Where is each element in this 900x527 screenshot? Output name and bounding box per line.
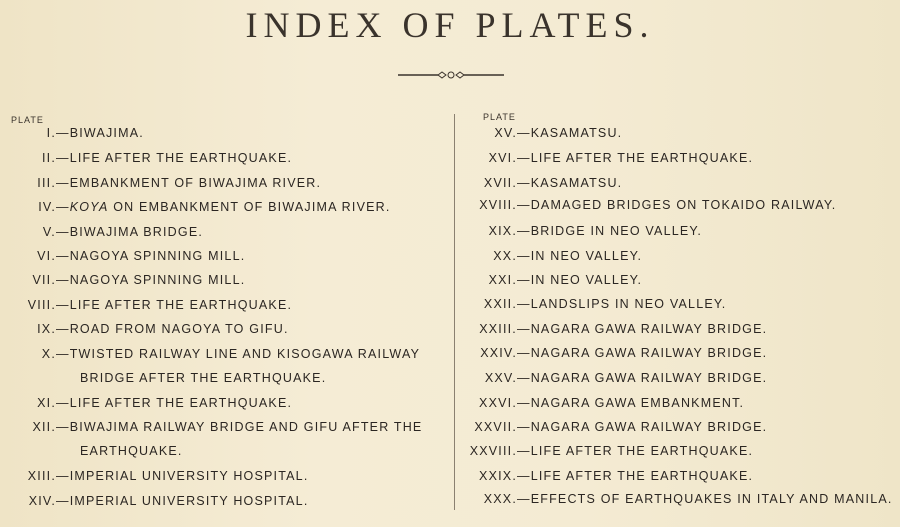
plate-number: XVI. — [488, 151, 517, 165]
plate-number: XIX. — [488, 224, 517, 238]
dash: — — [56, 176, 70, 190]
plate-entry — [0, 273, 642, 287]
dash: — — [517, 346, 531, 360]
dash: — — [517, 396, 531, 410]
plate-number: XV. — [494, 126, 517, 140]
dash: — — [517, 444, 531, 458]
plate-title: KASAMATSU. — [530, 176, 623, 190]
dash: — — [517, 126, 531, 140]
plate-title: BIWAJIMA. — [69, 126, 144, 140]
plate-title: ON EMBANKMENT OF BIWAJIMA RIVER. — [108, 200, 391, 214]
plate-entry — [0, 176, 622, 190]
dash: — — [56, 494, 70, 508]
dash: — — [56, 225, 70, 239]
plate-number: XVII. — [483, 176, 517, 190]
dash: — — [56, 469, 70, 483]
dash: — — [56, 347, 70, 361]
dash: — — [56, 249, 70, 263]
plate-entry — [0, 151, 753, 165]
plate-number: XXII. — [483, 297, 517, 311]
plate-title: IN NEO VALLEY. — [530, 273, 643, 287]
plate-number: I. — [46, 126, 56, 140]
dash: — — [56, 322, 70, 336]
dash: — — [517, 492, 531, 506]
plate-number: XXIII. — [479, 322, 517, 336]
plate-number: X. — [41, 347, 56, 361]
plate-title: IMPERIAL UNIVERSITY HOSPITAL. — [69, 469, 309, 483]
plate-number: XI. — [37, 396, 56, 410]
plate-title: BIWAJIMA BRIDGE. — [69, 225, 204, 239]
dash: — — [517, 371, 531, 385]
dash: — — [517, 297, 531, 311]
plate-number: XXVII. — [474, 420, 517, 434]
plate-title: BIWAJIMA RAILWAY BRIDGE AND GIFU AFTER THE — [69, 420, 423, 434]
plate-title-italic: KOYA — [69, 200, 109, 214]
plate-number: XXIX. — [479, 469, 517, 483]
dash: — — [517, 273, 531, 287]
dash: — — [517, 151, 531, 165]
column-label: PLATE — [483, 112, 516, 122]
plate-number: III. — [37, 176, 56, 190]
plate-entry — [0, 444, 753, 458]
plate-title: IN NEO VALLEY. — [530, 249, 643, 263]
plate-entry — [0, 198, 836, 212]
dash: — — [56, 151, 70, 165]
plate-number: II. — [41, 151, 56, 165]
plate-number: XXVIII. — [469, 444, 517, 458]
dash: — — [56, 396, 70, 410]
plate-title: LIFE AFTER THE EARTHQUAKE. — [69, 298, 293, 312]
dash: — — [517, 469, 531, 483]
plate-title: IMPERIAL UNIVERSITY HOSPITAL. — [69, 494, 309, 508]
plate-title: BRIDGE IN NEO VALLEY. — [530, 224, 703, 238]
dash: — — [517, 420, 531, 434]
dash: — — [517, 176, 531, 190]
plate-number: IX. — [37, 322, 56, 336]
plate-number: XVIII. — [479, 198, 517, 212]
plate-title: KASAMATSU. — [530, 126, 623, 140]
plate-entry — [0, 371, 767, 385]
dash: — — [56, 273, 70, 287]
plate-number: XII. — [32, 420, 56, 434]
plate-title: NAGARA GAWA RAILWAY BRIDGE. — [530, 420, 768, 434]
dash: — — [517, 198, 531, 212]
plate-number: XIV. — [28, 494, 56, 508]
plate-entry — [0, 469, 753, 483]
plate-number: VI. — [37, 249, 56, 263]
plate-title: ROAD FROM NAGOYA TO GIFU. — [69, 322, 289, 336]
plate-number: XIII. — [27, 469, 56, 483]
plate-entry — [0, 126, 622, 140]
plate-number: IV. — [38, 200, 56, 214]
plate-entry — [0, 492, 893, 506]
plate-number: V. — [42, 225, 56, 239]
plate-title: LIFE AFTER THE EARTHQUAKE. — [530, 469, 754, 483]
plate-number: XXIV. — [480, 346, 517, 360]
plate-entry — [0, 346, 767, 360]
dash: — — [517, 224, 531, 238]
plate-entry — [0, 420, 767, 434]
plate-title: NAGOYA SPINNING MILL. — [69, 273, 246, 287]
plate-number: XX. — [493, 249, 517, 263]
plate-number: XXV. — [484, 371, 517, 385]
plate-number: XXX. — [483, 492, 517, 506]
column-label: PLATE — [11, 115, 44, 125]
plate-entry — [0, 297, 726, 311]
plate-title: TWISTED RAILWAY LINE AND KISOGAWA RAILWAY — [69, 347, 421, 361]
dash: — — [56, 420, 70, 434]
plate-title-continued: BRIDGE AFTER THE EARTHQUAKE. — [80, 371, 327, 385]
plate-entry — [0, 396, 744, 410]
plate-title: LIFE AFTER THE EARTHQUAKE. — [69, 396, 293, 410]
plate-title: LANDSLIPS IN NEO VALLEY. — [530, 297, 727, 311]
plate-number: XXI. — [488, 273, 517, 287]
ornament-divider-icon — [398, 68, 504, 82]
plate-title: EFFECTS OF EARTHQUAKES IN ITALY AND MANILA. — [530, 492, 893, 506]
plate-number: XXVI. — [479, 396, 517, 410]
dash: — — [517, 249, 531, 263]
plate-entry — [0, 224, 702, 238]
plate-title: NAGOYA SPINNING MILL. — [69, 249, 246, 263]
plate-title: LIFE AFTER THE EARTHQUAKE. — [530, 444, 754, 458]
plate-title: LIFE AFTER THE EARTHQUAKE. — [530, 151, 754, 165]
plate-title: NAGARA GAWA EMBANKMENT. — [530, 396, 745, 410]
dash: — — [56, 200, 70, 214]
plate-title: NAGARA GAWA RAILWAY BRIDGE. — [530, 322, 768, 336]
plate-entry — [0, 322, 767, 336]
dash: — — [517, 322, 531, 336]
plate-number: VIII. — [27, 298, 56, 312]
plate-title: EMBANKMENT OF BIWAJIMA RIVER. — [69, 176, 322, 190]
plate-entry — [0, 249, 642, 263]
plate-title: DAMAGED BRIDGES ON TOKAIDO RAILWAY. — [530, 198, 837, 212]
plate-number: VII. — [32, 273, 56, 287]
plate-title: LIFE AFTER THE EARTHQUAKE. — [69, 151, 293, 165]
plate-title-continued: EARTHQUAKE. — [80, 444, 183, 458]
plate-title: NAGARA GAWA RAILWAY BRIDGE. — [530, 371, 768, 385]
dash: — — [56, 298, 70, 312]
page-title: INDEX OF PLATES. — [245, 5, 655, 45]
plate-title: NAGARA GAWA RAILWAY BRIDGE. — [530, 346, 768, 360]
dash: — — [56, 126, 70, 140]
